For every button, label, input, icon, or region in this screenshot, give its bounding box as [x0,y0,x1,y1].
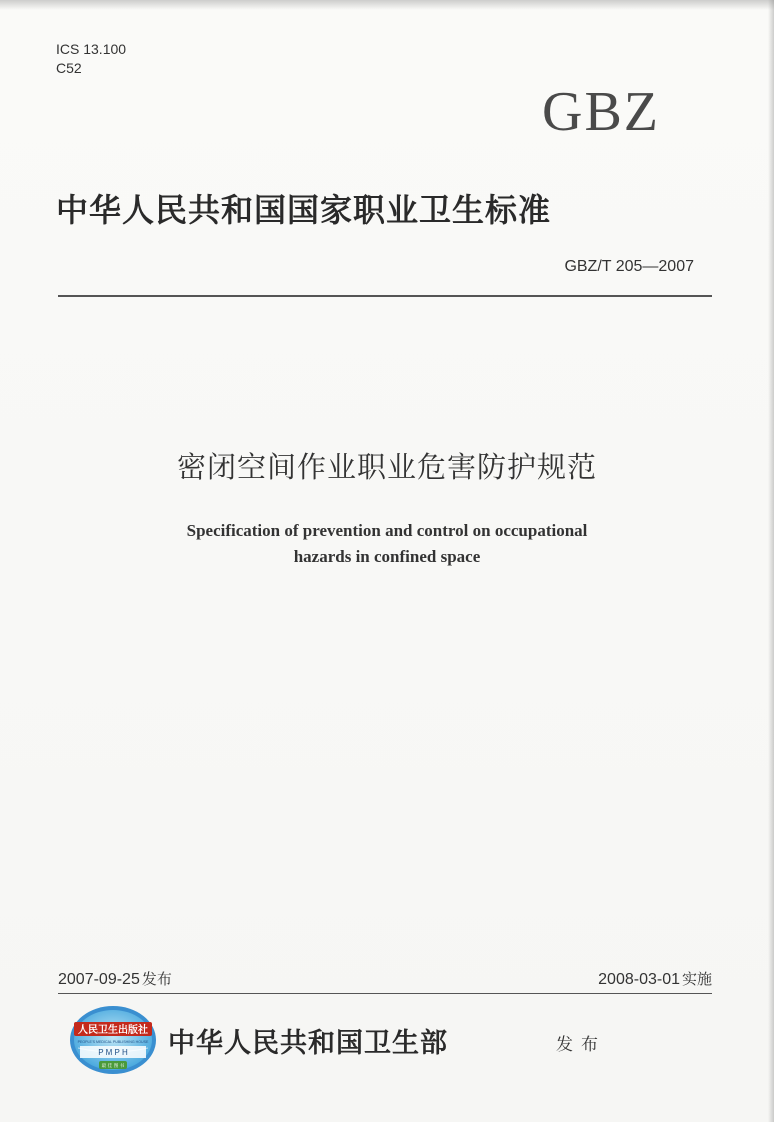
scan-edge-top [0,0,774,10]
issuing-suffix: 发布 [556,1035,606,1055]
logo-badge-text: 最 佳 图 书 [101,1064,125,1070]
header-divider [58,295,712,297]
issuing-authority: 中华人民共和国卫生部 [168,1028,448,1059]
ics-code: ICS 13.100 [56,41,127,57]
series-logo: GBZ [542,81,660,143]
classification-codes [56,40,126,78]
standard-code: GBZ/T 205—2007 [564,258,694,275]
standard-organization-title: 中华人民共和国国家职业卫生标准 [56,191,552,229]
english-title-line-2: hazards in confined space [293,547,481,566]
issue-date-label: 发布 [141,970,172,988]
document-title-chinese: 密闭空间作业职业危害防护规范 [176,450,597,484]
implement-date-value: 2008-03-01 [598,971,680,988]
logo-name-cn: 人民卫生出版社 [78,1025,148,1036]
logo-name-en: PEOPLE'S MEDICAL PUBLISHING HOUSE [77,1040,149,1044]
document-title-english [0,518,774,570]
implement-date [598,968,712,991]
footer-divider [58,993,712,994]
logo-abbr: P M P H [98,1048,128,1057]
implement-date-label: 实施 [681,970,712,988]
english-title-line-1: Specification of prevention and control on occupational [186,521,588,540]
issue-date-value: 2007-09-25 [58,971,140,988]
issue-date [58,968,172,991]
publisher-logo [68,1004,158,1076]
category-code: C52 [56,60,82,76]
